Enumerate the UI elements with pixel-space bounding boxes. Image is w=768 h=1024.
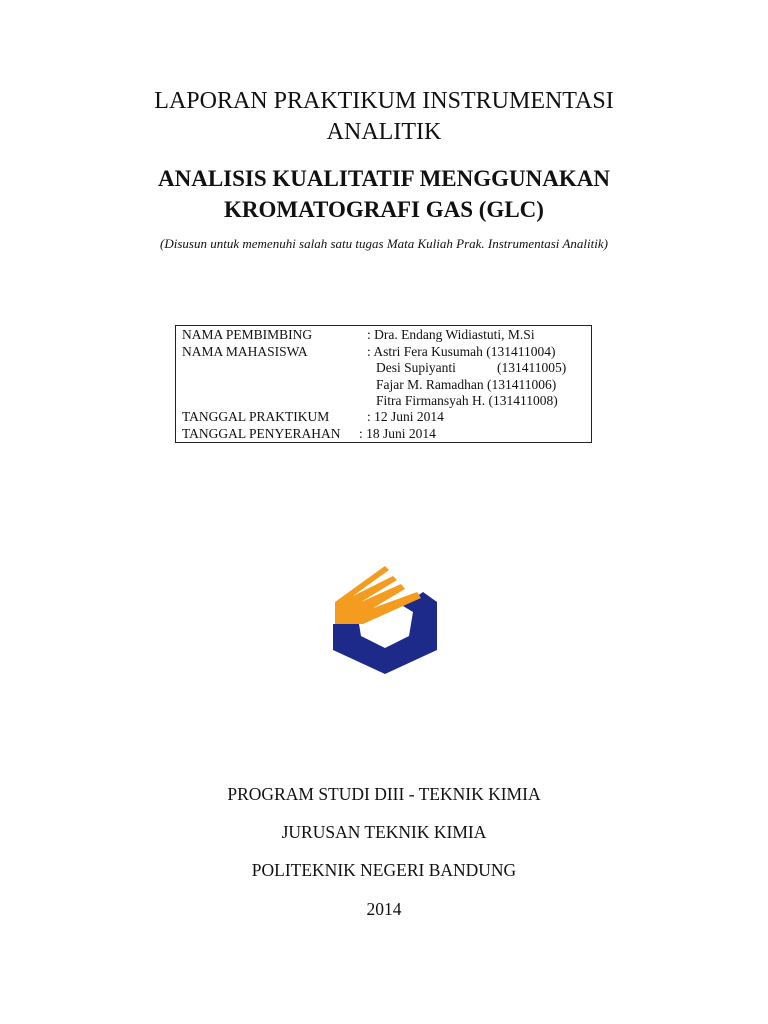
student-3: Fajar M. Ramadhan (131411006): [376, 377, 557, 392]
student-2: Desi Supiyanti: [376, 360, 456, 375]
report-subtitle-line-1: ANALISIS KUALITATIF MENGGUNAKAN: [158, 166, 610, 191]
logo-orange-stripes: [335, 566, 421, 624]
report-title-line-1: LAPORAN PRAKTIKUM INSTRUMENTASI: [154, 88, 614, 114]
department: JURUSAN TEKNIK KIMIA: [281, 822, 487, 842]
practicum-date-label: TANGGAL PRAKTIKUM: [182, 409, 330, 424]
report-subtitle: [0, 163, 768, 225]
supervisor-label: NAMA PEMBIMBING: [182, 327, 313, 342]
polban-logo: [333, 562, 437, 674]
report-title: [0, 86, 768, 148]
year: 2014: [366, 899, 402, 919]
submission-date-label: TANGGAL PENYERAHAN: [182, 426, 341, 441]
submission-date-value: : 18 Juni 2014: [359, 426, 436, 441]
student-4: Fitra Firmansyah H. (131411008): [376, 393, 558, 408]
info-table: [175, 325, 592, 443]
report-purpose-note: (Disusun untuk memenuhi salah satu tugas Mata Kuliah Prak. Instrumentasi Analitik): [160, 236, 608, 251]
students-label: NAMA MAHASISWA: [182, 344, 308, 359]
supervisor-value: : Dra. Endang Widiastuti, M.Si: [367, 327, 535, 342]
report-subtitle-line-2: KROMATOGRAFI GAS (GLC): [224, 197, 544, 222]
study-program: PROGRAM STUDI DIII - TEKNIK KIMIA: [227, 784, 541, 804]
institution: POLITEKNIK NEGERI BANDUNG: [251, 860, 517, 880]
report-title-line-2: ANALITIK: [326, 119, 442, 145]
student-2-nim: (131411005): [497, 360, 567, 375]
practicum-date-value: : 12 Juni 2014: [367, 409, 444, 424]
student-1: : Astri Fera Kusumah (131411004): [367, 344, 556, 359]
